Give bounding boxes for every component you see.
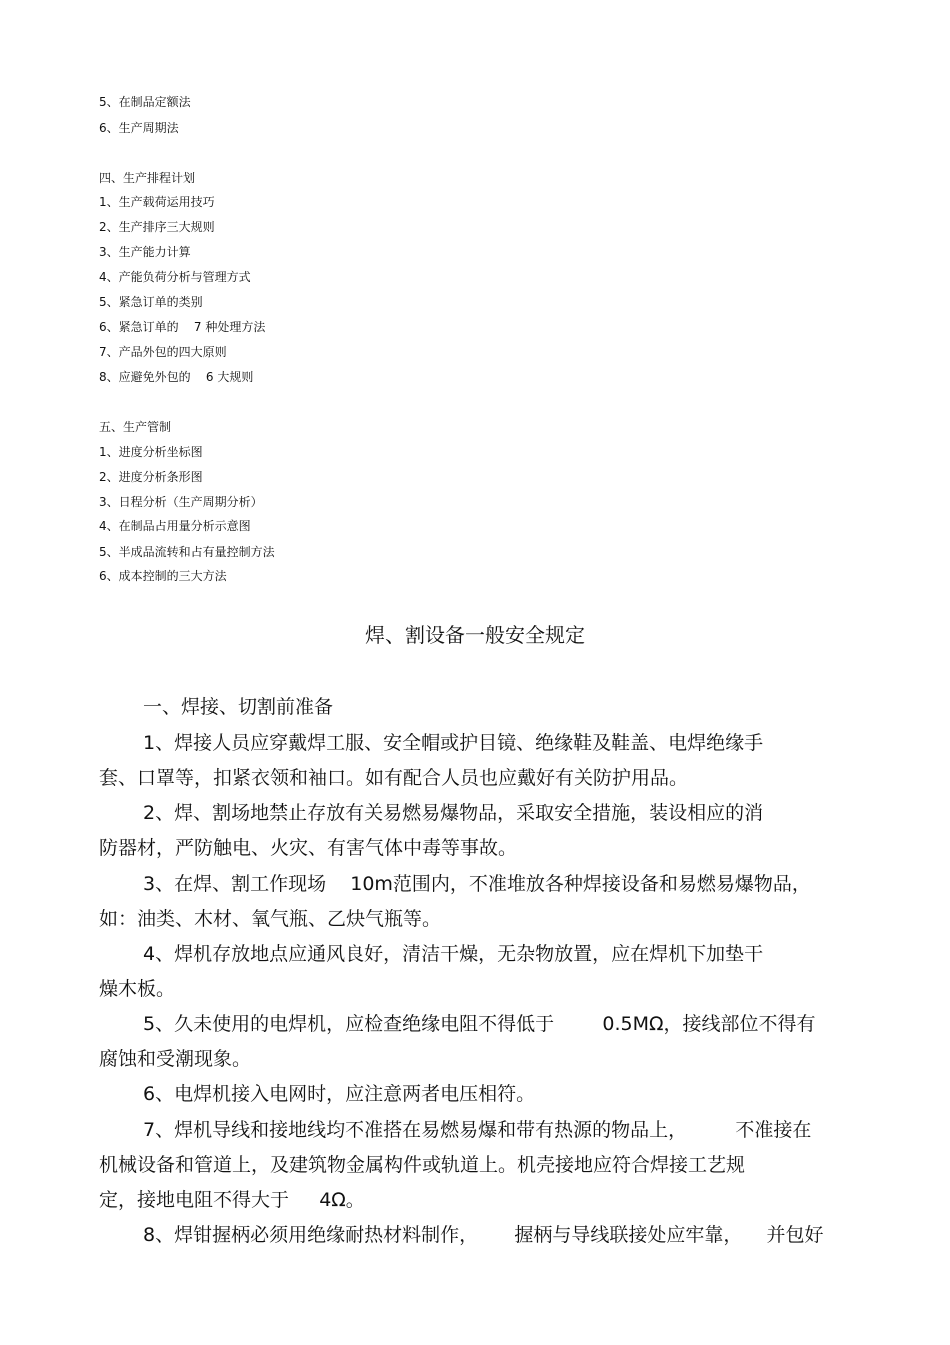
- list-item: 2、生产排序三大规则: [99, 220, 215, 234]
- section-heading: 一、焊接、切割前准备: [143, 696, 334, 718]
- paragraph-line: 定，接地电阻不得大于 4Ω。: [99, 1189, 365, 1211]
- list-item: 3、生产能力计算: [99, 245, 191, 259]
- list-item: 3、日程分析（生产周期分析）: [99, 495, 263, 509]
- paragraph-line: 1、焊接人员应穿戴焊工服、安全帽或护目镜、绝缘鞋及鞋盖、电焊绝缘手: [143, 732, 764, 754]
- paragraph-line: 套、口罩等，扣紧衣领和袖口。如有配合人员也应戴好有关防护用品。: [99, 767, 689, 789]
- paragraph-line: 2、焊、割场地禁止存放有关易燃易爆物品，采取安全措施，装设相应的消: [143, 802, 764, 824]
- list-item: 6、紧急订单的 7 种处理方法: [99, 320, 266, 334]
- paragraph-line: 燥木板。: [99, 978, 176, 1000]
- list-item: 5、半成品流转和占有量控制方法: [99, 545, 275, 559]
- paragraph-line: 机械设备和管道上，及建筑物金属构件或轨道上。机壳接地应符合焊接工艺规: [99, 1154, 746, 1176]
- list-item: 7、产品外包的四大原则: [99, 345, 227, 359]
- list-item: 4、在制品占用量分析示意图: [99, 519, 251, 533]
- list-item: 1、生产载荷运用技巧: [99, 195, 215, 209]
- list-item: 5、紧急订单的类别: [99, 295, 203, 309]
- paragraph-line: 腐蚀和受潮现象。: [99, 1048, 252, 1070]
- paragraph-line: 3、在焊、割工作现场 10m范围内，不准堆放各种焊接设备和易燃易爆物品，: [143, 873, 811, 895]
- paragraph-line: 8、焊钳握柄必须用绝缘耐热材料制作， 握柄与导线联接处应牢靠， 并包好: [143, 1224, 824, 1246]
- list-item: 4、产能负荷分析与管理方式: [99, 270, 251, 284]
- list-item: 6、成本控制的三大方法: [99, 569, 227, 583]
- list-item: 6、生产周期法: [99, 121, 179, 135]
- list-item: 8、应避免外包的 6 大规则: [99, 370, 254, 384]
- section-heading: 五、生产管制: [99, 420, 172, 434]
- paragraph-line: 5、久未使用的电焊机，应检查绝缘电阻不得低于 0.5MΩ，接线部位不得有: [143, 1013, 816, 1035]
- paragraph-line: 防器材，严防触电、火灾、有害气体中毒等事故。: [99, 837, 518, 859]
- list-item: 2、进度分析条形图: [99, 470, 203, 484]
- list-item: 1、进度分析坐标图: [99, 445, 203, 459]
- paragraph-line: 7、焊机导线和接地线均不准搭在易燃易爆和带有热源的物品上， 不准接在: [143, 1119, 812, 1141]
- document-title: 焊、割设备一般安全规定: [365, 623, 585, 647]
- section-heading: 四、生产排程计划: [99, 171, 196, 185]
- paragraph-line: 6、电焊机接入电网时，应注意两者电压相符。: [143, 1083, 536, 1105]
- paragraph-line: 4、焊机存放地点应通风良好，清洁干燥，无杂物放置，应在焊机下加垫干: [143, 943, 764, 965]
- list-item: 5、在制品定额法: [99, 95, 191, 109]
- paragraph-line: 如：油类、木材、氧气瓶、乙炔气瓶等。: [99, 908, 442, 930]
